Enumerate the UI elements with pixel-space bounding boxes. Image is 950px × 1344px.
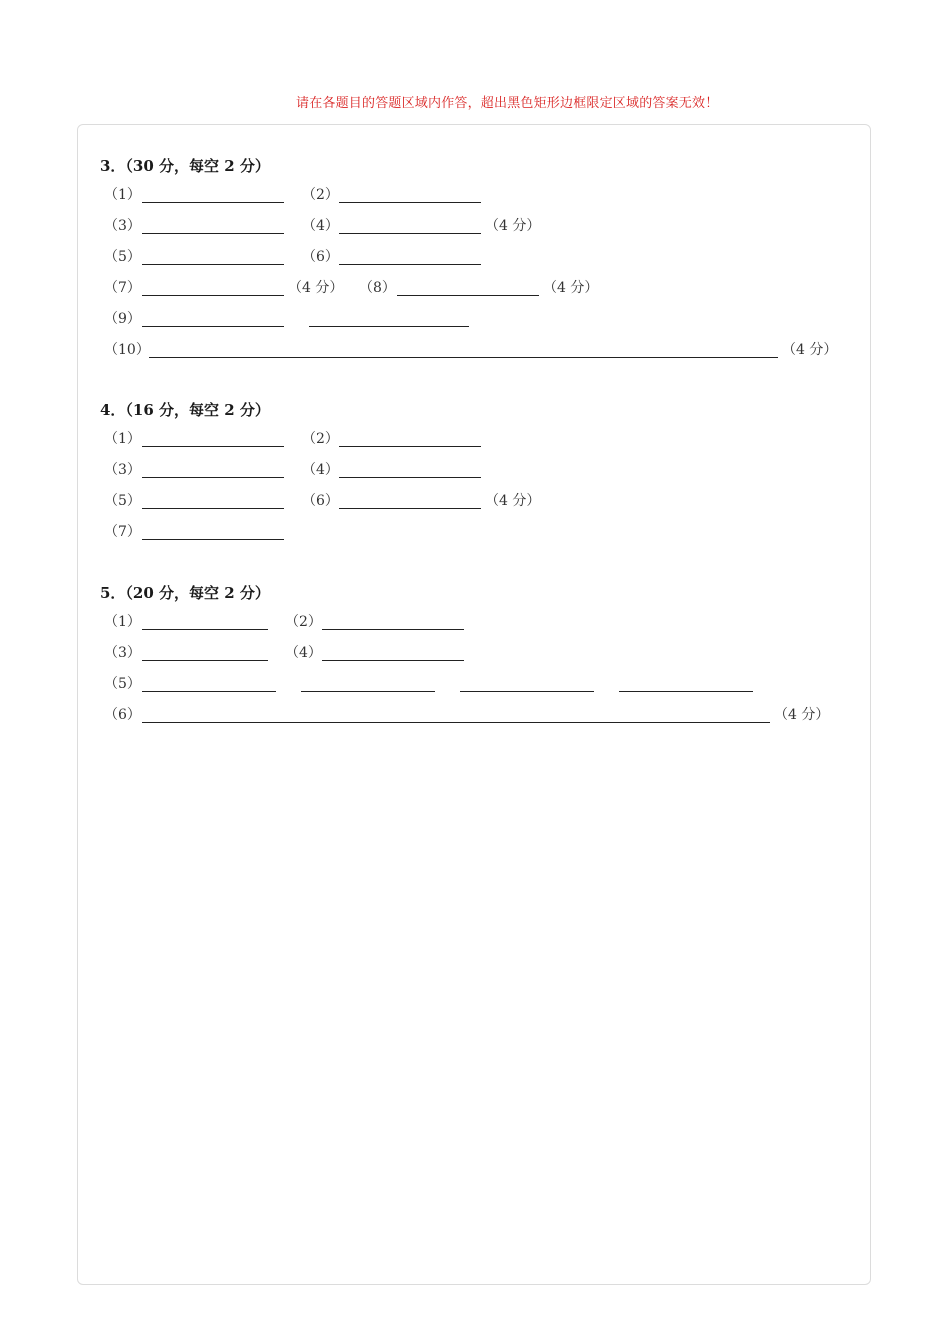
q4-blank-4[interactable]: [339, 477, 481, 478]
q3-label-10: （10）: [104, 342, 150, 358]
q5-label-2: （2）: [285, 614, 322, 630]
q3-label-8: （8）: [359, 280, 396, 296]
q5-points-6: （4 分）: [774, 707, 830, 723]
q3-blank-10[interactable]: [149, 357, 778, 358]
q5-blank-5a[interactable]: [142, 691, 276, 692]
q3-title: 3．（30 分，每空 2 分）: [100, 157, 270, 175]
q5-blank-1[interactable]: [142, 629, 268, 630]
q4-blank-5[interactable]: [142, 508, 284, 509]
q5-blank-2[interactable]: [322, 629, 464, 630]
q4-label-2: （2）: [302, 431, 339, 447]
q4-points-6: （4 分）: [485, 493, 541, 509]
q3-blank-7[interactable]: [142, 295, 284, 296]
q4-label-5: （5）: [104, 493, 141, 509]
q3-blank-8[interactable]: [397, 295, 539, 296]
q3-points-8: （4 分）: [543, 280, 599, 296]
q5-blank-5c[interactable]: [460, 691, 594, 692]
q4-blank-1[interactable]: [142, 446, 284, 447]
q4-blank-7[interactable]: [142, 539, 284, 540]
q3-blank-5[interactable]: [142, 264, 284, 265]
q5-title: 5．（20 分，每空 2 分）: [100, 584, 270, 602]
q4-blank-6[interactable]: [339, 508, 481, 509]
q3-label-7: （7）: [104, 280, 141, 296]
q5-label-3: （3）: [104, 645, 141, 661]
q5-label-4: （4）: [285, 645, 322, 661]
q3-points-10: （4 分）: [782, 342, 838, 358]
answer-area-frame: [77, 124, 871, 1285]
q4-title: 4．（16 分，每空 2 分）: [100, 401, 270, 419]
q3-label-6: （6）: [302, 249, 339, 265]
q3-points-4: （4 分）: [485, 218, 541, 234]
q3-blank-1[interactable]: [142, 202, 284, 203]
q3-label-9: （9）: [104, 311, 141, 327]
q4-label-3: （3）: [104, 462, 141, 478]
q5-label-6: （6）: [104, 707, 141, 723]
q4-label-1: （1）: [104, 431, 141, 447]
q4-blank-3[interactable]: [142, 477, 284, 478]
q5-blank-5d[interactable]: [619, 691, 753, 692]
q3-blank-6[interactable]: [339, 264, 481, 265]
q3-blank-2[interactable]: [339, 202, 481, 203]
q3-label-5: （5）: [104, 249, 141, 265]
q5-blank-6[interactable]: [142, 722, 770, 723]
q3-blank-9a[interactable]: [142, 326, 284, 327]
q5-label-1: （1）: [104, 614, 141, 630]
q5-blank-3[interactable]: [142, 660, 268, 661]
q3-label-2: （2）: [302, 187, 339, 203]
q4-label-7: （7）: [104, 524, 141, 540]
answer-area-notice: 请在各题目的答题区域内作答，超出黑色矩形边框限定区域的答案无效！: [296, 96, 719, 111]
q5-blank-5b[interactable]: [301, 691, 435, 692]
q3-points-7: （4 分）: [288, 280, 344, 296]
q3-blank-9b[interactable]: [309, 326, 469, 327]
q5-label-5: （5）: [104, 676, 141, 692]
q5-blank-4[interactable]: [322, 660, 464, 661]
q4-label-4: （4）: [302, 462, 339, 478]
q3-label-3: （3）: [104, 218, 141, 234]
q4-label-6: （6）: [302, 493, 339, 509]
q3-label-1: （1）: [104, 187, 141, 203]
q4-blank-2[interactable]: [339, 446, 481, 447]
q3-blank-3[interactable]: [142, 233, 284, 234]
q3-label-4: （4）: [302, 218, 339, 234]
q3-blank-4[interactable]: [339, 233, 481, 234]
